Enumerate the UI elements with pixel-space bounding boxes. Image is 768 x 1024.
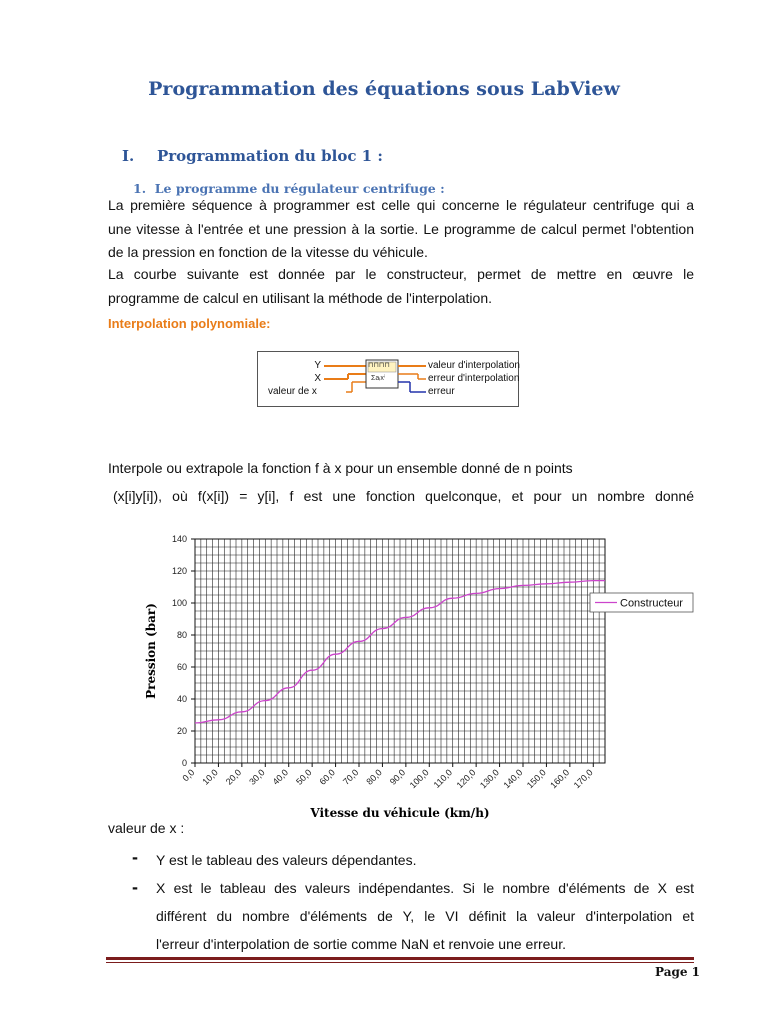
document-title: Programmation des équations sous LabView	[148, 78, 620, 100]
vi-input-label: Y	[314, 360, 321, 371]
x-tick-label: 170,0	[571, 767, 595, 791]
y-tick-label: 80	[176, 630, 187, 640]
bullet-line: l'erreur d'interpolation de sortie comme NaN et renvoie une erreur.	[156, 936, 566, 952]
y-tick-label: 140	[171, 534, 187, 544]
vi-connector-diagram	[257, 351, 519, 407]
x-tick-label: 100,0	[407, 767, 431, 791]
y-tick-label: 60	[176, 662, 187, 672]
vi-output-label: erreur d'interpolation	[428, 373, 520, 384]
x-tick-label: 50,0	[294, 767, 314, 787]
vi-node-formula: Σaᵢxⁱ	[371, 375, 386, 382]
description-line-1: Interpole ou extrapole la fonction f à x pour un ensemble donné de n points	[108, 460, 573, 476]
vi-node-top: ⊓⊓⊓⊓	[368, 362, 390, 369]
bullet-line: différent du nombre d'éléments de Y, le VI définit la valeur d'interpolation et	[156, 908, 694, 924]
interpolation-title: Interpolation polynomiale:	[108, 316, 271, 331]
x-tick-label: 70,0	[340, 767, 361, 787]
x-tick-label: 80,0	[364, 767, 384, 787]
chart-legend	[590, 593, 693, 612]
bullet-line: Y est le tableau des valeurs dépendantes.	[156, 852, 417, 868]
text-line: La courbe suivante est donnée par le constructeur, permet de mettre en œuvre le	[108, 266, 694, 282]
x-tick-label: 40,0	[270, 767, 291, 787]
bullet-marker: -	[132, 877, 138, 897]
section-number: I.	[122, 147, 135, 165]
text-line: programme de calcul en utilisant la méthode de l'interpolation.	[108, 289, 493, 306]
chart-grid	[195, 539, 605, 763]
after-chart-text: valeur de x :	[108, 820, 185, 836]
subsection-heading: 1. Le programme du régulateur centrifuge :	[133, 181, 445, 196]
vi-output-label: valeur d'interpolation	[428, 360, 520, 371]
y-tick-label: 20	[176, 726, 187, 736]
x-tick-label: 140,0	[501, 767, 525, 791]
x-tick-label: 160,0	[548, 767, 572, 791]
legend-label: Constructeur	[620, 597, 683, 610]
x-tick-label: 10,0	[200, 767, 220, 787]
footer-rule-thin	[106, 962, 694, 963]
x-tick-label: 150,0	[524, 767, 548, 791]
y-tick-label: 40	[176, 694, 187, 704]
bullet-marker: -	[132, 847, 138, 867]
x-tick-label: 0,0	[180, 767, 197, 784]
x-tick-label: 30,0	[247, 767, 267, 787]
x-tick-label: 110,0	[431, 767, 455, 790]
bullet-item	[156, 846, 694, 874]
footer-rule	[106, 957, 694, 960]
x-tick-label: 60,0	[317, 767, 337, 787]
description-line-2-wrap	[108, 485, 694, 509]
x-tick-label: 20,0	[223, 767, 244, 787]
x-tick-label: 130,0	[477, 767, 501, 791]
text-line: de la pression en fonction de la vitesse du véhicule.	[108, 244, 428, 260]
y-tick-label: 100	[171, 598, 187, 608]
x-tick-label: 90,0	[387, 767, 408, 787]
page-number: Page 1	[655, 965, 701, 979]
vi-output-label: erreur	[428, 386, 455, 397]
y-tick-label: 0	[181, 758, 187, 768]
y-axis-label: Pression (bar)	[144, 603, 158, 699]
vi-input-label: X	[314, 373, 321, 384]
x-axis-label: Vitesse du véhicule (km/h)	[310, 806, 490, 820]
text-line: La première séquence à programmer est celle qui concerne le régulateur centrifuge qui a	[108, 197, 694, 213]
intro-paragraph	[108, 194, 694, 265]
bullet-item	[156, 874, 694, 958]
vi-input-label: valeur de x	[268, 386, 317, 397]
y-tick-label: 120	[171, 566, 187, 576]
pressure-chart	[140, 528, 710, 823]
x-tick-label: 120,0	[454, 767, 478, 791]
description-line-2: (x[i]y[i]), où f(x[i]) = y[i], f est une fonction quelconque, et pour un nombre donné	[113, 488, 694, 504]
text-line: une vitesse à l'entrée et une pression à la sortie. Le programme de calcul permet l'obtention	[108, 220, 694, 237]
section-title: Programmation du bloc 1 :	[157, 147, 383, 165]
intro-paragraph-2	[108, 263, 694, 310]
bullet-line: X est le tableau des valeurs indépendantes. Si le nombre d'éléments de X est	[156, 880, 694, 896]
